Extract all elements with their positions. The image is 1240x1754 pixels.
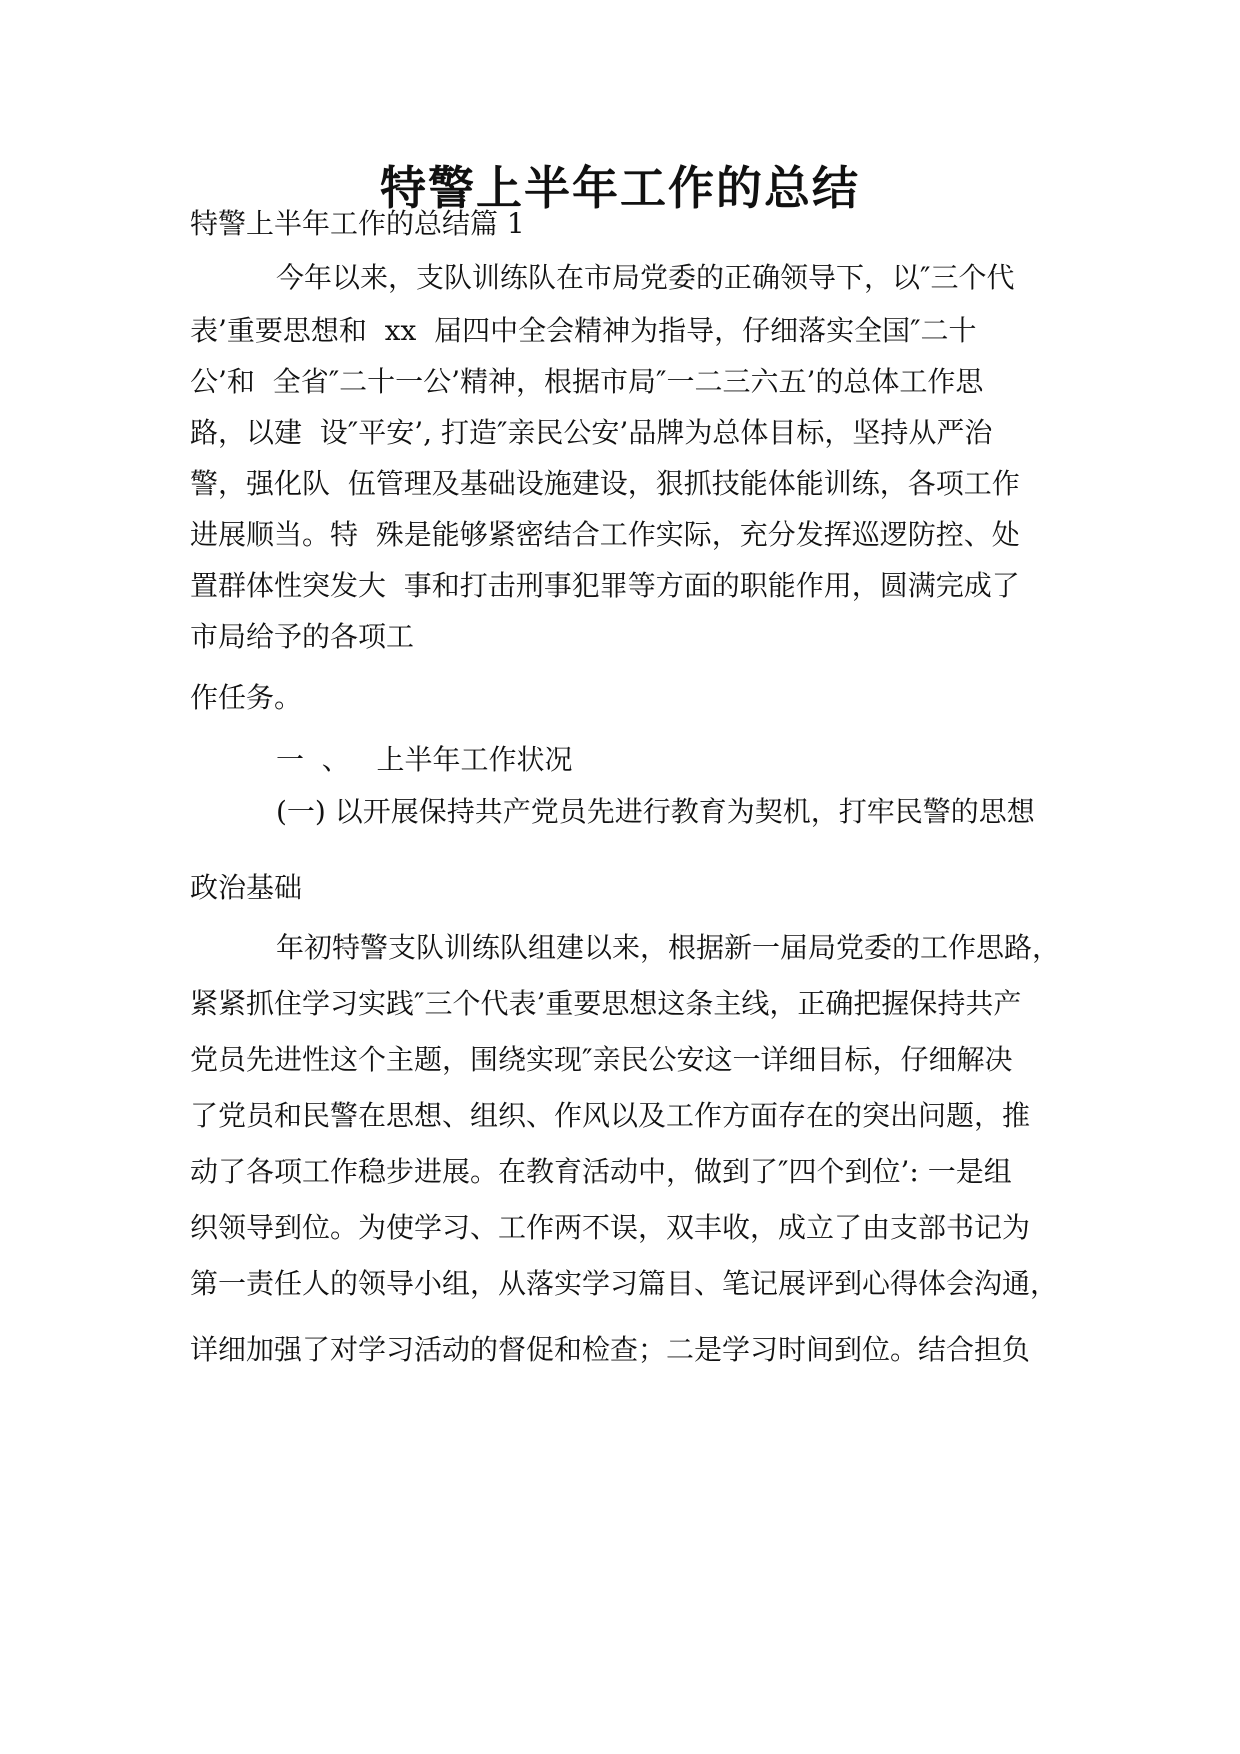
- subsection-1-heading-line-1: (一) 以开展保持共产党员先进行教育为契机，打牢民警的思想: [276, 795, 1035, 828]
- document-subtitle: 特警上半年工作的总结篇 1: [190, 207, 525, 240]
- paragraph-2-last-line: 详细加强了对学习活动的督促和检查；二是学习时间到位。结合担负: [190, 1333, 1031, 1366]
- paragraph-2-line-6: 织领导到位。为使学习、工作两不误，双丰收，成立了由支部书记为: [190, 1211, 1031, 1244]
- paragraph-2-line-1: 年初特警支队训练队组建以来，根据新一届局党委的工作思路，: [276, 931, 1061, 964]
- paragraph-1-line-1: 今年以来，支队训练队在市局党委的正确领导下，以″三个代: [276, 261, 1015, 294]
- document-title: 特警上半年工作的总结: [380, 161, 860, 215]
- paragraph-2-line-3: 党员先进性这个主题，围绕实现″亲民公安这一详细目标，仔细解决: [190, 1043, 1013, 1076]
- section-1-heading: 一 、 上半年工作状况: [276, 743, 573, 776]
- subsection-1-heading-line-2: 政治基础: [190, 871, 303, 904]
- paragraph-1-line-5: 警，强化队 伍管理及基础设施建设，狠抓技能体能训练，各项工作: [190, 467, 1020, 500]
- paragraph-2-line-4: 了党员和民警在思想、组织、作风以及工作方面存在的突出问题，推: [190, 1099, 1031, 1132]
- paragraph-1-line-2: 表’重要思想和 xx 届四中全会精神为指导，仔细落实全国″二十: [190, 314, 977, 347]
- paragraph-1-line-8: 市局给予的各项工: [190, 620, 415, 653]
- paragraph-1-line-6: 进展顺当。特 殊是能够紧密结合工作实际，充分发挥巡逻防控、处: [190, 518, 1020, 551]
- paragraph-1-line-7: 置群体性突发大 事和打击刑事犯罪等方面的职能作用，圆满完成了: [190, 569, 1020, 602]
- paragraph-1-line-4: 路，以建 设″平安’, 打造″亲民公安’品牌为总体目标，坚持从严治: [190, 416, 993, 449]
- paragraph-2-line-5: 动了各项工作稳步进展。在教育活动中，做到了″四个到位’: 一是组: [190, 1155, 1012, 1188]
- paragraph-2-line-7: 第一责任人的领导小组，从落实学习篇目、笔记展评到心得体会沟通，: [190, 1267, 1059, 1300]
- paragraph-1-tail: 作任务。: [190, 681, 303, 714]
- paragraph-2-line-2: 紧紧抓住学习实践″三个代表’重要思想这条主线，正确把握保持共产: [190, 987, 1022, 1020]
- paragraph-1-line-3: 公’和 全省″二十一公’精神，根据市局″一二三六五’的总体工作思: [190, 365, 984, 398]
